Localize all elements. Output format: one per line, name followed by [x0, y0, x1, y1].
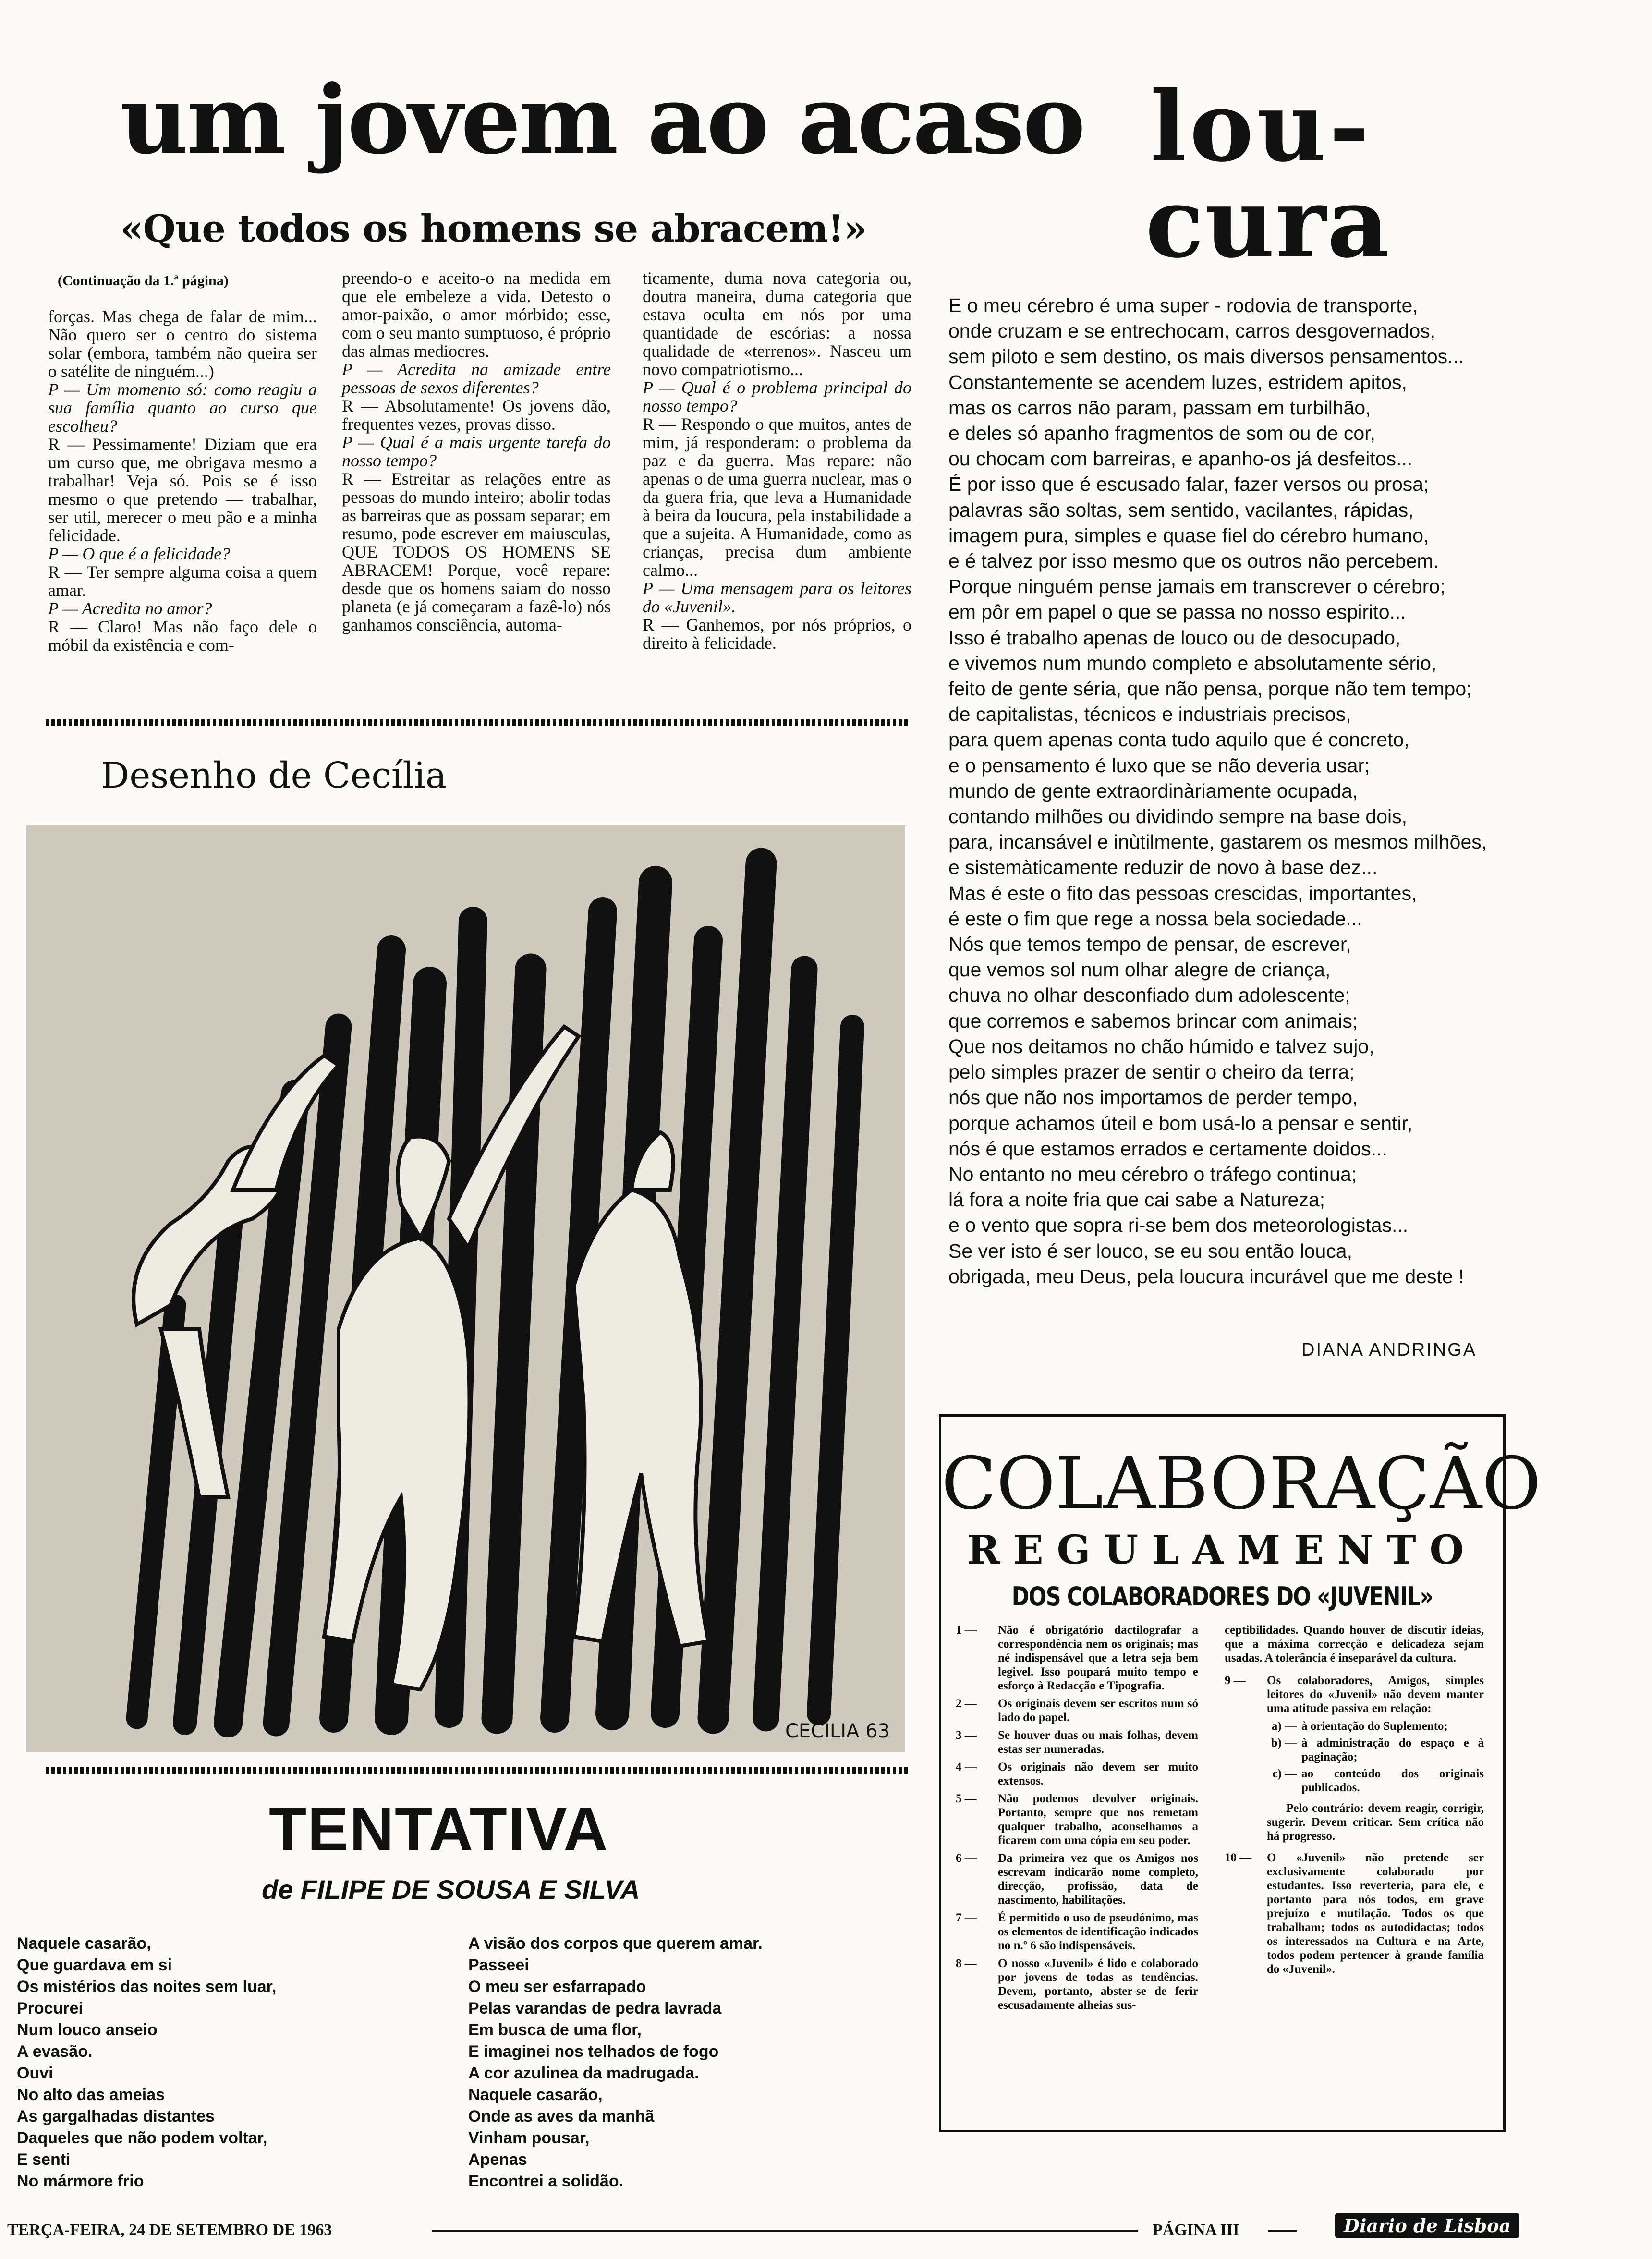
rule-item	[956, 1760, 1198, 1788]
interview-answer: preendo-o e aceito-o na medida em que ele embeleze a vida. Detesto o amor-paixão, o amor mórbido; esse, com o seu manto sumptuoso, é próprio das almas mediocres.	[342, 268, 611, 361]
poem-line: E o meu cérebro é uma super - rodovia de transporte,	[948, 294, 1418, 316]
colaboracao-box	[939, 1414, 1541, 2132]
interview-answer: forças. Mas chega de falar de mim... Não quero ser o centro do sistema solar (embora, também não queira ser o satélite de ninguém...)	[48, 307, 317, 381]
interview-question: P — O que é a felicidade?	[48, 544, 231, 563]
loucura-title-line-1: lou-	[1150, 71, 1372, 183]
rule-subitem	[1244, 1736, 1484, 1764]
poem-line: Onde as aves da manhã	[468, 2107, 655, 2125]
poem-line: chuva no olhar desconfiado dum adolescente;	[948, 984, 1350, 1007]
divider-rule	[46, 719, 910, 726]
poem-line: Num louco anseio	[17, 2021, 158, 2039]
rule-number: 5 —	[956, 1792, 977, 1805]
rule-text: É permitido o uso de pseudónimo, mas os elementos de identificação indicados no n.º 6 são indispensáveis.	[998, 1911, 1198, 1952]
continuation-note: (Continuação da 1.ª página)	[58, 273, 229, 289]
footer-page: PÁGINA III	[1153, 2221, 1239, 2239]
poem-line: Vinham pousar,	[468, 2129, 590, 2147]
poem-line: porque achamos úteil e bom usá-lo a pensar e sentir,	[948, 1112, 1413, 1134]
rule-item	[956, 1792, 1198, 1847]
poem-line: e sistemàticamente reduzir de novo à base dez...	[948, 856, 1378, 879]
poem-line: A evasão.	[17, 2042, 93, 2061]
poem-line: Daqueles que não podem voltar,	[17, 2129, 267, 2147]
footer-date: TERÇA-FEIRA, 24 DE SETEMBRO DE 1963	[7, 2221, 332, 2239]
rule-item	[1225, 1674, 1484, 1715]
interview-question: P — Acredita no amor?	[48, 599, 212, 618]
poem-line: As gargalhadas distantes	[17, 2107, 215, 2125]
footer-line	[1268, 2230, 1297, 2232]
rule-text: Da primeira vez que os Amigos nos escrevam indicarão nome completo, direcção, profissão, data de nascimento, habilitações.	[998, 1852, 1198, 1907]
poem-line: é este o fim que rege a nossa bela sociedade...	[948, 907, 1362, 930]
poem-line: obrigada, meu Deus, pela loucura incurável que me deste !	[948, 1265, 1464, 1287]
poem-line: e o pensamento é luxo que se não deveria usar;	[948, 754, 1370, 777]
poem-line: que corremos e sabemos brincar com animais;	[948, 1009, 1358, 1032]
interview-answer: R — Pessimamente! Diziam que era um curso que, me obrigava mesmo a trabalhar! Veja só. Pois se é isso mesmo o que pretendo — trabalhar, ser util, merecer o meu pão e a minha felicidade.	[48, 435, 317, 545]
poem-line: Apenas	[468, 2150, 527, 2169]
poem-line: É por isso que é escusado falar, fazer versos ou prosa;	[948, 473, 1429, 496]
poem-line: para quem apenas conta tudo aquilo que é concreto,	[948, 729, 1409, 751]
poem-line: lá fora a noite fria que cai sabe a Natureza;	[948, 1189, 1325, 1211]
poem-line: que vemos sol num olhar alegre de criança,	[948, 959, 1331, 981]
drawing-caption: Desenho de Cecília	[101, 755, 447, 796]
poem-line: nós que não nos importamos de perder tempo,	[948, 1086, 1358, 1109]
interview-subtitle: «Que todos os homens se abracem!»	[120, 207, 867, 251]
interview-answer: R — Absolutamente! Os jovens dão, frequentes vezes, provas disso.	[342, 396, 611, 434]
poem-line: Ouvi	[17, 2064, 53, 2082]
interview-column-3	[643, 269, 911, 652]
poem-line: Isso é trabalho apenas de louco ou de desocupado,	[948, 626, 1401, 649]
poem-line: pelo simples prazer de sentir o cheiro da terra;	[948, 1061, 1355, 1083]
rule-text: à orientação do Suplemento;	[1301, 1720, 1448, 1733]
drawing-signature: CECÍLIA 63	[785, 1720, 890, 1742]
interview-answer: R — Estreitar as relações entre as pessoas do mundo inteiro; abolir todas as barreiras que as possam separar; em resumo, pode escrever em maiusculas, QUE TODOS OS HOMENS SE ABRACEM! Porque, você repare: desde que os homens saiam do nosso planeta (e já começaram a fazê-lo) nós ganhamos consciência, automa-	[342, 469, 611, 634]
poem-line: A visão dos corpos que querem amar.	[468, 1934, 763, 1953]
interview-question: P — Qual é o problema principal do nosso tempo?	[643, 378, 911, 415]
poem-line: No entanto no meu cérebro o tráfego continua;	[948, 1163, 1357, 1185]
poem-line: sem piloto e sem destino, os mais diversos pensamentos...	[948, 345, 1464, 368]
regulamento-left-column	[956, 1623, 1198, 2016]
poem-line: No mármore frio	[17, 2172, 144, 2190]
interview-answer: R — Respondo o que muitos, antes de mim, já responderam: o problema da paz e da guerra. Mas repare: não apenas o de uma guerra nuclear, mas o da guera fria, que leva a Humanidade à beira da loucura, pela instabilidade a que a sujeita. A Humanidade, como as crianças, precisa dum ambiente calmo...	[643, 414, 911, 580]
rule-item	[956, 1697, 1198, 1725]
rule-text: Os originais devem ser escritos num só lado do papel.	[998, 1697, 1198, 1724]
rule-number: 10 —	[1225, 1851, 1252, 1864]
interview-title: um jovem ao acaso	[120, 65, 1084, 175]
interview-answer: R — Claro! Mas não faço dele o móbil da existência e com-	[48, 617, 317, 655]
interview-column-2	[342, 269, 611, 634]
rule-number: 6 —	[956, 1852, 977, 1865]
poem-line: onde cruzam e se entrechocam, carros desgovernados,	[948, 320, 1436, 342]
poem-line: de capitalistas, técnicos e industriais precisos,	[948, 703, 1351, 726]
rule-item	[956, 1851, 1198, 1907]
drawing-illustration	[26, 825, 905, 1752]
tentativa-poem-col-2	[468, 1933, 763, 2192]
rule-number: 9 —	[1225, 1674, 1246, 1687]
poem-line: Os mistérios das noites sem luar,	[17, 1978, 277, 1996]
rule-text: Não podemos devolver originais. Portanto, sempre que nos remetam qualquer trabalho, aconselhamos a ficarem com uma cópia em seu poder.	[998, 1792, 1198, 1847]
poem-line: contando milhões ou dividindo sempre na base dois,	[948, 805, 1407, 828]
colaboracao-subtitle-2: DOS COLABORADORES DO «JUVENIL»	[1011, 1581, 1433, 1612]
interview-answer: ticamente, duma nova categoria ou, doutra maneira, duma categoria que estava oculta em nós por uma quantidade de escórias: a nossa qualidade de «terrenos». Nasceu um novo compatriotismo...	[643, 268, 911, 379]
rule-subitem	[1244, 1719, 1484, 1733]
poem-line: imagem pura, simples e quase fiel do cérebro humano,	[948, 524, 1429, 547]
poem-line: E senti	[17, 2150, 71, 2169]
rule-subitem	[1244, 1767, 1484, 1795]
footer-line	[432, 2230, 1138, 2232]
interview-question: P — Uma mensagem para os leitores do «Juvenil».	[643, 579, 911, 616]
rule-text: à administração do espaço e à paginação;	[1301, 1737, 1484, 1763]
poem-line: mas os carros não param, passam em turbilhão,	[948, 396, 1371, 419]
rule-text: ceptibilidades. Quando houver de discutir ideias, que a máxima correcção e delicadeza sejam usadas. A tolerância é inseparável da cultura.	[1225, 1624, 1484, 1664]
interview-answer: R — Ganhemos, por nós próprios, o direito à felicidade.	[643, 615, 911, 653]
poem-line: Nós que temos tempo de pensar, de escrever,	[948, 933, 1351, 956]
interview-question: P — Qual é a mais urgente tarefa do nosso tempo?	[342, 433, 611, 470]
poem-line: Encontrei a solidão.	[468, 2172, 624, 2190]
poem-line: O meu ser esfarrapado	[468, 1978, 646, 1996]
interview-question: P — Um momento só: como reagiu a sua família quanto ao curso que escolheu?	[48, 380, 317, 436]
poem-line: ou chocam com barreiras, e apanho-os já desfeitos...	[948, 448, 1413, 470]
rule-number: 1 —	[956, 1624, 977, 1637]
poem-line: Mas é este o fito das pessoas crescidas, importantes,	[948, 882, 1417, 904]
tentativa-title: TENTATIVA	[269, 1795, 609, 1864]
poem-line: Naquele casarão,	[17, 1934, 151, 1953]
poem-line: Se ver isto é ser louco, se eu sou então louca,	[948, 1239, 1353, 1262]
rule-item	[956, 1728, 1198, 1756]
masthead-logo: Diario de Lisboa	[1335, 2213, 1519, 2238]
poem-line: e o vento que sopra ri-se bem dos meteorologistas...	[948, 1214, 1409, 1237]
interview-question: P — Acredita na amizade entre pessoas de sexos diferentes?	[342, 360, 611, 397]
rule-number: 3 —	[956, 1729, 977, 1742]
rule-number: 7 —	[956, 1911, 977, 1924]
rule-text: Os originais não devem ser muito extensos.	[998, 1761, 1198, 1787]
rule-text: O «Juvenil» não pretende ser exclusivamente colaborado por estudantes. Isso reverteria, para ele, e portanto para nós todos, em grave prejuízo e mutilação. Todos os que trabalham; todos os autodidactas; todos os interessados na Cultura e na Arte, todos podem pertencer à grande família do «Juvenil».	[1267, 1851, 1484, 1976]
poem-line: Passeei	[468, 1956, 529, 1974]
divider-rule	[46, 1767, 910, 1774]
colaboracao-subtitle: REGULAMENTO	[967, 1527, 1478, 1573]
rule-number: a) —	[1271, 1720, 1297, 1733]
rule-item	[956, 1911, 1198, 1953]
rule-text: Não é obrigatório dactilografar a correspondência nem os originais; mas né indispensável que a letra seja bem legivel. Isso poupará muito tempo e esforço à Redacção e Tipografia.	[998, 1624, 1198, 1692]
poem-line: nós é que estamos errados e certamente doidos...	[948, 1137, 1387, 1160]
poem-line: em pôr em papel o que se passa no nosso espirito...	[948, 601, 1406, 623]
poem-line: No alto das ameias	[17, 2086, 165, 2104]
rule-number: 8 —	[956, 1957, 977, 1970]
poem-line: Pelas varandas de pedra lavrada	[468, 1999, 722, 2017]
colaboracao-title: COLABORAÇÃO	[941, 1442, 1541, 1526]
tentativa-byline: de FILIPE DE SOUSA E SILVA	[262, 1874, 640, 1905]
poem-line: Procurei	[17, 1999, 83, 2017]
poem-line: e é talvez por isso mesmo que os outros não percebem.	[948, 550, 1439, 572]
poem-line: Porque ninguém pense jamais em transcrever o cérebro;	[948, 575, 1446, 598]
rule-item	[1225, 1851, 1484, 1976]
tentativa-poem-col-1	[17, 1933, 276, 2192]
rule-number: c) —	[1272, 1767, 1297, 1780]
poem-line: E imaginei nos telhados de fogo	[468, 2042, 719, 2061]
rule-number: 2 —	[956, 1697, 977, 1710]
regulamento-right-column	[1225, 1623, 1484, 1980]
loucura-title-line-2: cura	[1145, 167, 1391, 279]
loucura-poem	[948, 293, 1487, 1289]
poem-line: para, incansável e inùtilmente, gastarem os mesmos milhões,	[948, 831, 1487, 853]
loucura-author: DIANA ANDRINGA	[1301, 1340, 1477, 1360]
poem-line: feito de gente séria, que não pensa, porque não tem tempo;	[948, 678, 1472, 700]
poem-line: e deles só apanho fragmentos de som ou de cor,	[948, 422, 1375, 445]
rule-item	[956, 1623, 1198, 1693]
rule-text: Pelo contrário: devem reagir, corrigir, sugerir. Devem criticar. Sem crítica não há progresso.	[1267, 1802, 1484, 1843]
interview-column-1	[48, 307, 317, 654]
poem-line: palavras são soltas, sem sentido, vacilantes, rápidas,	[948, 498, 1414, 521]
poem-line: Que guardava em si	[17, 1956, 172, 1974]
rule-number: 4 —	[956, 1761, 977, 1773]
rule-text: O nosso «Juvenil» é lido e colaborado por jovens de todas as tendências. Devem, portanto, abster-se de ferir escusadamente alheias sus-	[998, 1957, 1198, 2012]
poem-line: e vivemos num mundo completo e absolutamente sério,	[948, 652, 1437, 674]
poem-line: Naquele casarão,	[468, 2086, 603, 2104]
rule-text: Os colaboradores, Amigos, simples leitores do «Juvenil» não devem manter uma atitude passiva em relação:	[1267, 1674, 1484, 1715]
rule-text: ao conteúdo dos originais publicados.	[1301, 1767, 1484, 1794]
rule-text: Se houver duas ou mais folhas, devem estas ser numeradas.	[998, 1729, 1198, 1756]
poem-line: Constantemente se acendem luzes, estridem apitos,	[948, 371, 1407, 393]
interview-answer: R — Ter sempre alguma coisa a quem amar.	[48, 562, 317, 600]
poem-line: A cor azulinea da madrugada.	[468, 2064, 699, 2082]
poem-line: Que nos deitamos no chão húmido e talvez sujo,	[948, 1035, 1374, 1057]
poem-line: Em busca de uma flor,	[468, 2021, 642, 2039]
poem-line: mundo de gente extraordinàriamente ocupada,	[948, 779, 1358, 802]
rule-number: b) —	[1271, 1737, 1297, 1749]
rule-item	[956, 1956, 1198, 2012]
